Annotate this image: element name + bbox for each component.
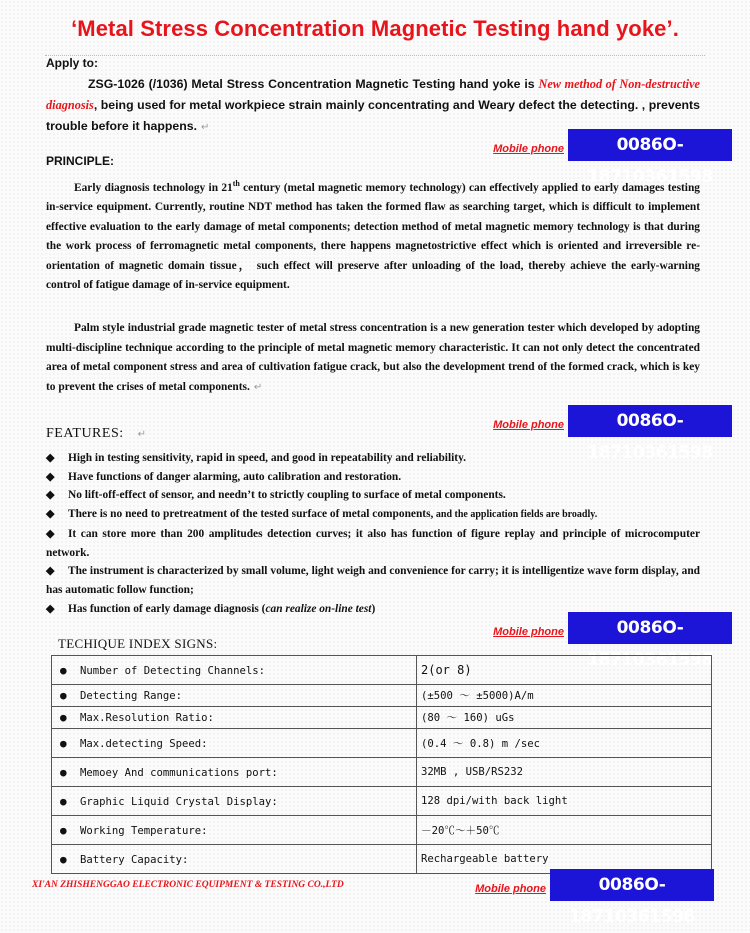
contact-block-1 — [470, 129, 732, 187]
bullet-icon: ● — [60, 736, 67, 750]
principle-paragraph-1: Early diagnosis technology in 21th century (metal magnetic memory technology) can effectively applied to early damages testing in-service equipment. Currently, routine NDT method has taken the formed flaw as searching target, which is difficult to implement effective evaluation to the early damage of metal components; detection method of metal magnetic memory technology is that during the work process of ferromagnetic metal components, there happens magnetostrictive effect which is oriented and irreversible re-orientation of magnetic domain tissue， such effect will preserve after unloading of the load, thereby achieve the early-warning control of fatigue damage of in-service equipment. — [46, 179, 700, 292]
bullet-icon: ● — [60, 794, 67, 808]
bullet-icon: ● — [60, 765, 67, 779]
feature-item: ◆ There is no need to pretreatment of the tested surface of metal components, and the application fields are broadly. — [46, 505, 700, 525]
bullet-icon: ● — [60, 663, 67, 677]
feature-item: ◆ The instrument is characterized by small volume, light weigh and convenience for carry; it is intelligentize wave form display, and has automatic follow function; — [46, 562, 700, 599]
principle-paragraph-2: Palm style industrial grade magnetic tester of metal stress concentration is a new generation tester which developed by adopting multi-discipline technique according to the principle of metal magnetic memory characteristic. It can not only detect the concentrated area of metal component stress and area of cultivation fatigue crack, but also the development trend of the formed crack, which is key to prevent the crises of metal components. ↵ — [46, 322, 700, 393]
bullet-icon: ● — [60, 852, 67, 866]
table-row: ● Graphic Liquid Crystal Display: 128 dpi/with back light — [52, 787, 712, 816]
bullet-icon: ● — [60, 689, 67, 702]
bullet-icon: ● — [60, 823, 67, 837]
technique-heading: TECHIQUE INDEX SIGNS: — [58, 636, 218, 651]
dotted-divider — [45, 55, 705, 56]
table-row: ● Max.Resolution Ratio: (80 ～ 160) uGs — [52, 707, 712, 729]
diamond-bullet-icon: ◆ — [46, 508, 55, 521]
diamond-bullet-icon: ◆ — [46, 527, 55, 540]
feature-item: ◆ It can store more than 200 amplitudes detection curves; it also has function of figure replay and principle of microcomputer network. — [46, 525, 700, 562]
contact-block-4 — [452, 869, 714, 927]
mobile-phone-number: 0086O-18710361598 — [568, 129, 732, 161]
diamond-bullet-icon: ◆ — [46, 489, 55, 502]
spec-table — [51, 655, 712, 874]
table-row: ● Detecting Range: (±500 ～ ±5000)A/m — [52, 685, 712, 707]
apply-highlight: New method of Non-destructive diagnosis — [46, 77, 700, 112]
mobile-phone-number: 0086O-18710361598 — [550, 869, 714, 901]
feature-item: ◆ Has function of early damage diagnosis (can realize on-line test) — [46, 600, 700, 619]
apply-heading: Apply to: — [46, 56, 98, 70]
table-row: ● Memoey And communications port: 32MB , USB/RS232 — [52, 758, 712, 787]
diamond-bullet-icon: ◆ — [46, 602, 55, 615]
mobile-phone-label: Mobile phone — [493, 143, 564, 155]
mobile-phone-number: 0086O-18710361598 — [568, 405, 732, 437]
table-row: ● Max.detecting Speed: (0.4 ～ 0.8) m /sec — [52, 729, 712, 758]
apply-text-before: ZSG-1026 (/1036) Metal Stress Concentration Magnetic Testing hand yoke is — [88, 77, 539, 91]
table-row: ● Battery Capacity: Rechargeable battery — [52, 845, 712, 874]
diamond-bullet-icon: ◆ — [46, 470, 55, 483]
diamond-bullet-icon: ◆ — [46, 565, 55, 578]
table-row: ● Number of Detecting Channels: 2(or 8) — [52, 656, 712, 685]
feature-item: ◆ Have functions of danger alarming, auto calibration and restoration. — [46, 468, 700, 487]
principle-heading: PRINCIPLE: — [46, 154, 115, 168]
feature-item: ◆ High in testing sensitivity, rapid in speed, and good in repeatability and reliability. — [46, 449, 700, 468]
features-list — [46, 449, 700, 618]
contact-block-3 — [470, 612, 732, 670]
company-name: XI'AN ZHISHENGGAO ELECTRONIC EQUIPMENT & TESTING CO.,LTD — [32, 880, 344, 890]
feature-item: ◆ No lift-off-effect of sensor, and needn’t to strictly coupling to surface of metal components. — [46, 486, 700, 505]
mobile-phone-label: Mobile phone — [493, 419, 564, 431]
apply-paragraph: ZSG-1026 (/1036) Metal Stress Concentration Magnetic Testing hand yoke is New method of Non-destructive diagnosis, being used for metal workpiece strain mainly concentrating and Weary defect the detecting. , prevents trouble before it happens. ↵ — [46, 77, 700, 133]
contact-block-2 — [470, 405, 732, 463]
mobile-phone-label: Mobile phone — [493, 626, 564, 638]
apply-text-after: , being used for metal workpiece strain mainly concentrating and Weary defect the detecting. , prevents trouble before it happens. — [46, 98, 700, 133]
bullet-icon: ● — [60, 711, 67, 724]
mobile-phone-label: Mobile phone — [475, 883, 546, 895]
diamond-bullet-icon: ◆ — [46, 452, 55, 464]
document-title: ‘Metal Stress Concentration Magnetic Testing hand yoke’. — [71, 16, 679, 41]
table-row: ● Working Temperature: －20℃～＋50℃ — [52, 816, 712, 845]
features-heading: FEATURES: ↵ — [46, 426, 147, 441]
mobile-phone-number: 0086O-18710361598 — [568, 612, 732, 644]
